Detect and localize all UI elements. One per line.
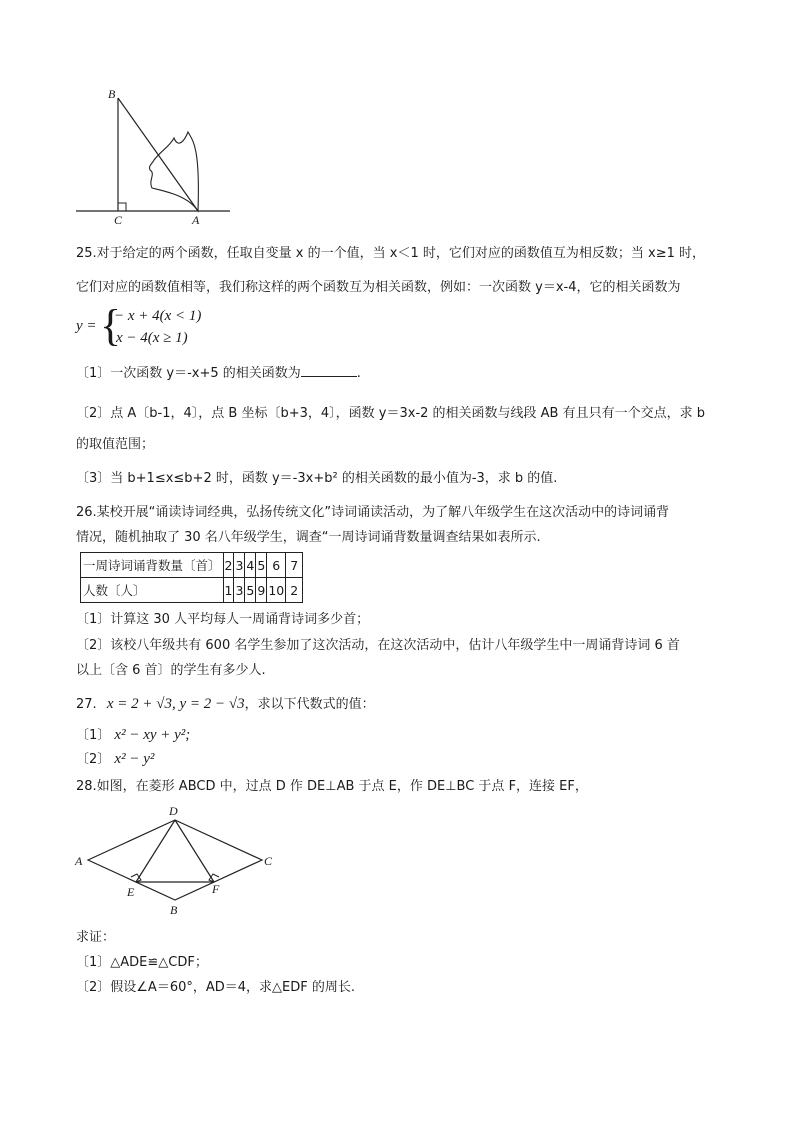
table-cell: 5 — [245, 578, 256, 603]
table-cell: 10 — [267, 578, 286, 603]
q27-number: 27. — [76, 697, 97, 712]
table-cell: 4 — [245, 553, 256, 578]
q25-part2-line1: 〔2〕点 A〔b-1，4〕，点 B 坐标〔b+3，4〕，函数 y＝3x-2 的相关函数与线段 AB 有且只有一个交点，求 b — [76, 406, 705, 421]
figure-rhombus-abcd — [70, 800, 280, 920]
q27-text: ，求以下代数式的值： — [244, 697, 375, 712]
table-header-people: 人数〔人〕 — [81, 578, 224, 603]
label-b: B — [108, 87, 116, 101]
q25-part1-end: . — [356, 366, 361, 381]
table-cell: 2 — [286, 578, 303, 603]
q27-formula: x = 2 + √3, y = 2 − √3 — [106, 696, 245, 712]
q25-piecewise-formula — [76, 301, 276, 350]
formula-case2: x − 4(x ≥ 1) — [116, 330, 188, 346]
formula-y: y = — [76, 318, 97, 334]
table-cell: 3 — [234, 578, 245, 603]
table-cell: 9 — [256, 578, 267, 603]
q27-statement — [76, 696, 375, 713]
q27-part2-label: 〔2〕 — [76, 752, 111, 767]
formula-brace: { — [100, 301, 122, 350]
label-a: A — [75, 854, 83, 868]
table-cell: 5 — [256, 553, 267, 578]
label-b: B — [170, 903, 178, 917]
table-cell: 6 — [267, 553, 286, 578]
label-d: D — [169, 804, 178, 818]
q27-part1-expr: x² − xy + y²; — [114, 727, 191, 743]
table-header-count: 一周诗词诵背数量〔首〕 — [81, 553, 224, 578]
q25-part1-text: 〔1〕一次函数 y＝-x+5 的相关函数为 — [76, 366, 301, 381]
label-a: A — [192, 213, 200, 226]
q26-part2-line2: 以上〔含 6 首〕的学生有多少人. — [76, 663, 266, 678]
survey-table — [80, 552, 303, 603]
q26-part2-line1: 〔2〕该校八年级共有 600 名学生参加了这次活动，在这次活动中，估计八年级学生中一周诵背诗词 6 首 — [76, 638, 680, 653]
table-cell: 7 — [286, 553, 303, 578]
table-cell: 3 — [234, 553, 245, 578]
q25-part1 — [76, 364, 361, 382]
q28-text: 28.如图，在菱形 ABCD 中，过点 D 作 DE⊥AB 于点 E，作 DE⊥BC 于点 F，连接 EF， — [76, 779, 588, 794]
formula-case1: − x + 4(x < 1) — [114, 308, 202, 324]
table-row — [81, 578, 303, 603]
curved-shape — [149, 132, 198, 211]
table-row — [81, 553, 303, 578]
q28-part2: 〔2〕假设∠A＝60°，AD＝4，求△EDF 的周长. — [76, 980, 355, 995]
figure-triangle-abc — [70, 84, 240, 226]
answer-blank[interactable] — [301, 364, 357, 377]
q28-prove: 求证： — [76, 930, 116, 945]
label-e: E — [127, 885, 135, 899]
q27-part2-expr: x² − y² — [114, 751, 155, 767]
q27-part1 — [76, 727, 190, 744]
q27-part1-label: 〔1〕 — [76, 728, 111, 743]
q25-part3: 〔3〕当 b+1≤x≤b+2 时，函数 y＝-3x+b² 的相关函数的最小值为-3，求 b 的值. — [76, 471, 558, 486]
q28-part1: 〔1〕△ADE≌△CDF； — [76, 955, 208, 970]
right-angle-mark — [118, 203, 126, 211]
rhombus-abcd — [88, 820, 262, 900]
label-c: C — [264, 854, 273, 868]
q27-part2 — [76, 751, 154, 768]
q26-part1: 〔1〕计算这 30 人平均每人一周诵背诗词多少首； — [76, 612, 370, 627]
table-cell: 1 — [223, 578, 234, 603]
q25-text-line1: 25.对于给定的两个函数，任取自变量 x 的一个值，当 x＜1 时，它们对应的函数值互为相反数；当 x≥1 时， — [76, 246, 705, 261]
side-ba — [118, 98, 198, 211]
label-c: C — [114, 213, 123, 226]
q26-text-line2: 情况，随机抽取了 30 名八年级学生，调查“一周诗词诵背数量调查结果如表所示. — [76, 530, 541, 545]
table-cell: 2 — [223, 553, 234, 578]
q26-text-line1: 26.某校开展“诵读诗词经典，弘扬传统文化”诗词诵读活动，为了解八年级学生在这次活动中的诗词诵背 — [76, 505, 670, 520]
label-f: F — [212, 882, 220, 896]
q25-part2-line2: 的取值范围； — [76, 437, 155, 452]
q25-text-line2: 它们对应的函数值相等，我们称这样的两个函数互为相关函数，例如：一次函数 y＝x-4，它的相关函数为 — [76, 280, 681, 295]
